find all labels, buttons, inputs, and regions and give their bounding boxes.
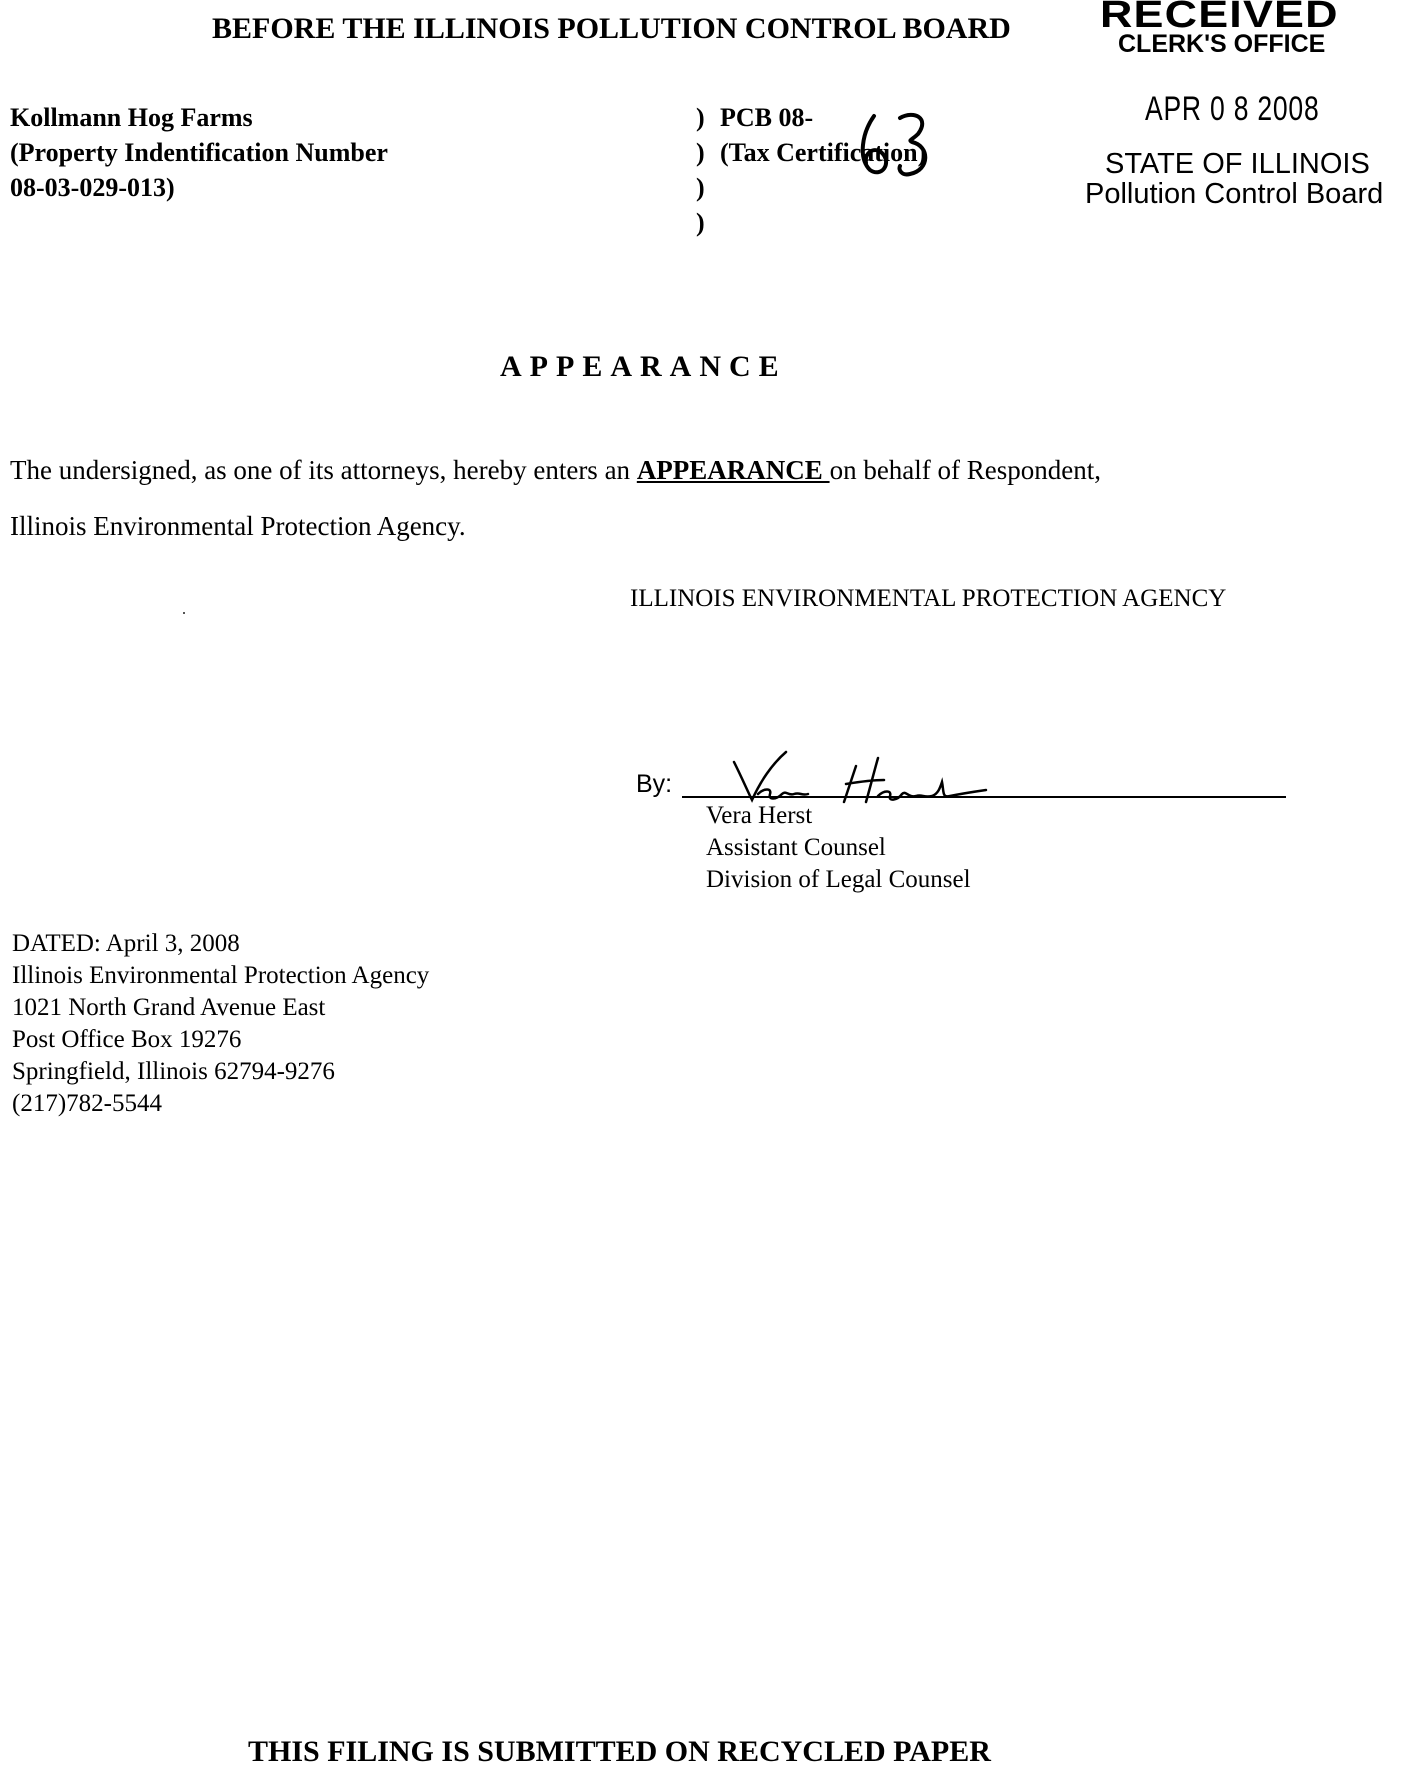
dated-line: DATED: April 3, 2008: [12, 930, 240, 957]
caption-parens: [696, 100, 705, 240]
signer-block: [706, 800, 971, 896]
address-po-box: Post Office Box 19276: [12, 1026, 242, 1053]
caption-paren: ): [696, 208, 705, 237]
address-agency: Illinois Environmental Protection Agency: [12, 962, 430, 989]
handwritten-case-number: [852, 108, 942, 183]
signer-division: Division of Legal Counsel: [706, 866, 971, 893]
signer-title: Assistant Counsel: [706, 834, 886, 861]
statement-line: Illinois Environmental Protection Agency.: [10, 511, 466, 541]
address-street: 1021 North Grand Avenue East: [12, 994, 326, 1021]
stamp-board: Pollution Control Board: [1085, 178, 1384, 210]
board-heading: BEFORE THE ILLINOIS POLLUTION CONTROL BOARD: [212, 12, 1011, 45]
by-label: By:: [636, 770, 673, 798]
party-name: Kollmann Hog Farms: [10, 103, 253, 132]
statement-line: [10, 442, 1101, 498]
statement-text: The undersigned, as one of its attorneys, hereby enters an: [10, 455, 637, 485]
signing-agency: ILLINOIS ENVIRONMENTAL PROTECTION AGENCY: [630, 585, 1227, 612]
caption-paren: ): [696, 138, 705, 167]
phone-number: (217)782-5544: [12, 1090, 162, 1117]
address-city: Springfield, Illinois 62794-9276: [12, 1058, 335, 1085]
case-party: [10, 100, 388, 205]
stamp-state: STATE OF ILLINOIS: [1105, 148, 1370, 180]
case-number-prefix: PCB 08-: [720, 103, 814, 132]
clerks-office-stamp: CLERK'S OFFICE: [1118, 30, 1326, 58]
property-id-label: (Property Indentification Number: [10, 138, 388, 167]
case-type: (Tax Certification): [720, 138, 927, 167]
property-id-number: 08-03-029-013): [10, 173, 175, 202]
recycled-paper-footer: THIS FILING IS SUBMITTED ON RECYCLED PAPER: [248, 1735, 991, 1768]
appearance-statement: [10, 442, 1101, 554]
handwritten-signature: [728, 748, 998, 808]
caption-paren: ): [696, 103, 705, 132]
caption-paren: ): [696, 173, 705, 202]
received-stamp-date: APR 0 8 2008: [1145, 90, 1320, 128]
date-and-address-block: [12, 928, 429, 1120]
signer-name: Vera Herst: [706, 802, 813, 829]
appearance-emphasis: APPEARANCE: [636, 455, 830, 485]
scan-speck: [183, 612, 185, 614]
statement-text: on behalf of Respondent,: [829, 455, 1101, 485]
received-stamp-label: RECEIVED: [1100, 0, 1339, 36]
document-title: APPEARANCE: [500, 350, 787, 383]
